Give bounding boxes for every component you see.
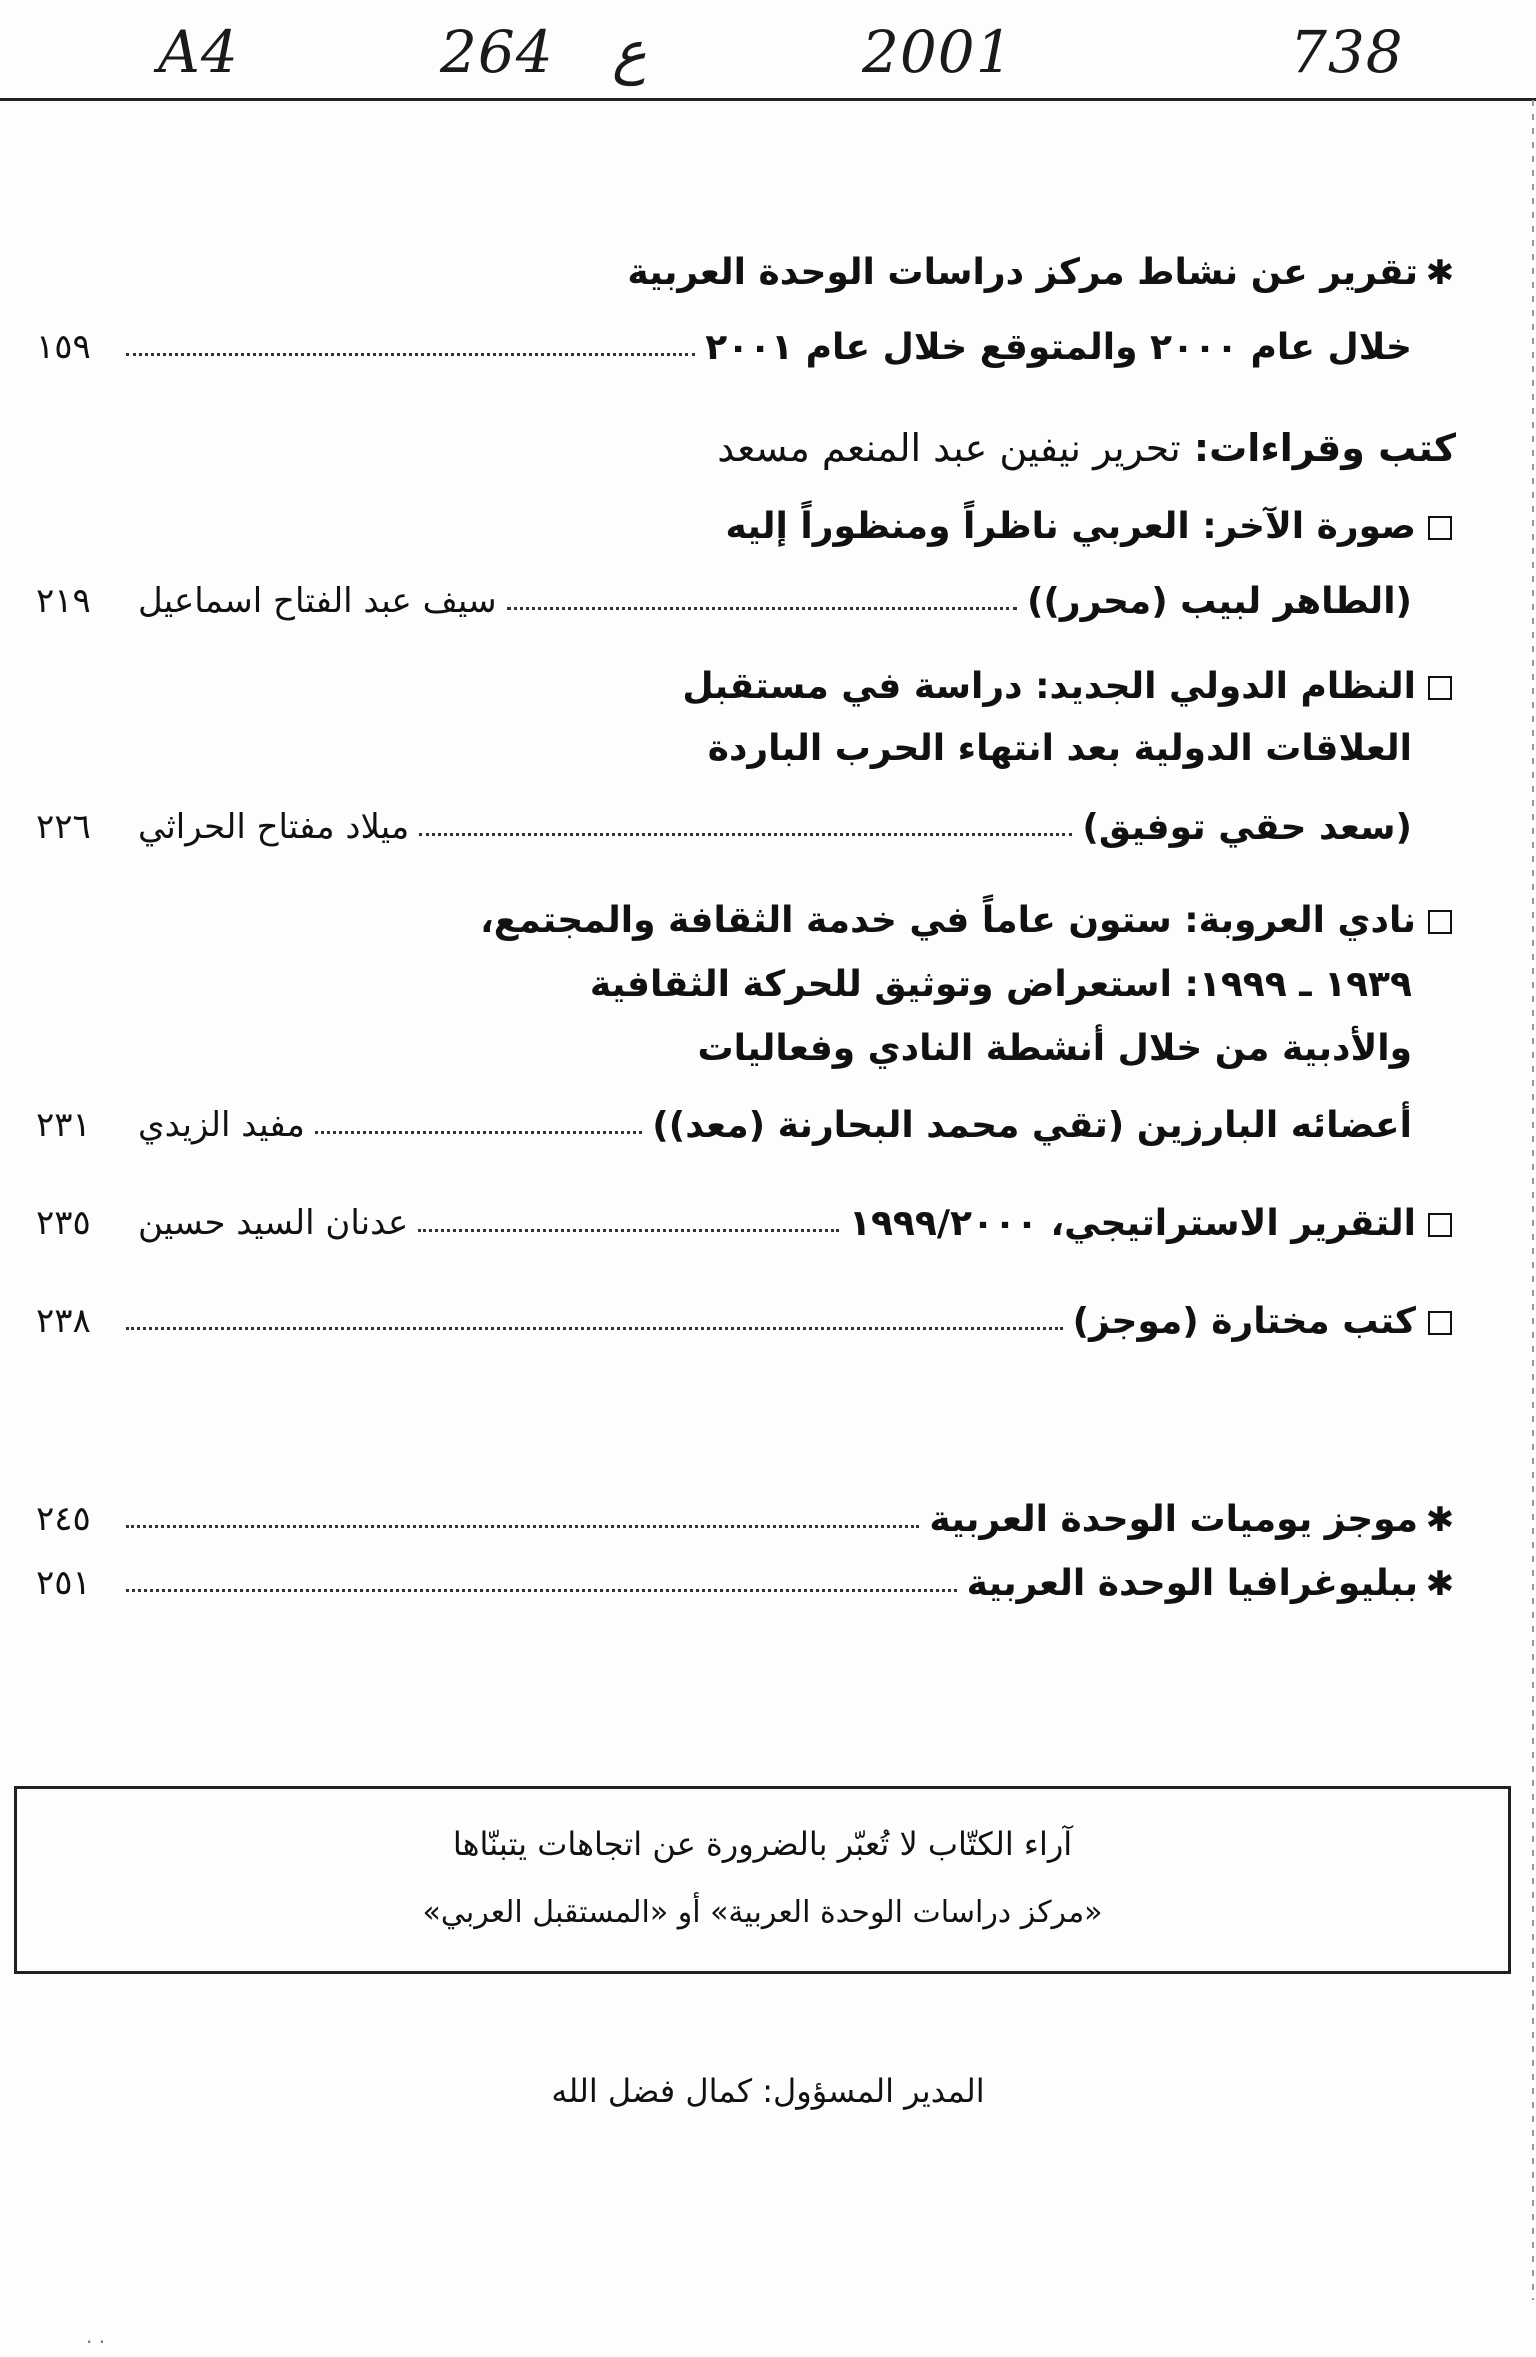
handwritten-page-number: 738 (1290, 18, 1404, 86)
toc-page-number: ١٥٩ (36, 327, 91, 367)
checkbox-square-icon (1428, 910, 1452, 934)
handwritten-letter: ع (612, 18, 647, 86)
scan-speck: · · (86, 2330, 106, 2354)
toc-page-number: ٢٢٦ (36, 807, 91, 847)
toc-page-number: ٢٣١ (36, 1105, 91, 1145)
handwritten-number: 264 (440, 18, 554, 86)
toc-page-number: ٢٤٥ (36, 1499, 91, 1539)
dot-leader (507, 607, 1017, 610)
toc-book1-title-line2: (الطاهر لبيب (محرر)) (1026, 580, 1412, 622)
section-heading-books: كتب وقراءات: تحرير نيفين عبد المنعم مسعد (717, 426, 1456, 470)
dot-leader (419, 833, 1072, 836)
toc-entry-book3 (36, 1094, 1456, 1156)
toc-page-number: ٢٣٥ (36, 1203, 91, 1243)
checkbox-square-icon (1428, 1311, 1452, 1335)
toc-entry-report (36, 316, 1456, 378)
toc-page-number: ٢٣٨ (36, 1301, 91, 1341)
toc-entry-book1 (36, 570, 1456, 632)
toc-book3-title-line2: ١٩٣٩ ـ ١٩٩٩: استعراض وتوثيق للحركة الثقافية (589, 964, 1412, 1005)
toc-page-number: ٢٥١ (36, 1563, 91, 1603)
checkbox-square-icon (1428, 516, 1452, 540)
dot-leader (126, 1525, 919, 1528)
dot-leader (126, 1589, 957, 1592)
toc-book3-title-line1: نادي العروبة: ستون عاماً في خدمة الثقافة والمجتمع، (480, 900, 1456, 941)
toc-book3-title-line4: أعضائه البارزين (تقي محمد البحارنة (معد)) (652, 1104, 1412, 1146)
toc-book3-title-line3: والأدبية من خلال أنشطة النادي وفعاليات (697, 1028, 1412, 1069)
toc-reviewer: سيف عبد الفتاح اسماعيل (138, 581, 497, 621)
toc-book4-title: التقرير الاستراتيجي، ١٩٩٩/٢٠٠٠ (849, 1203, 1456, 1244)
toc-entry-book4 (36, 1192, 1456, 1254)
managing-director: المدير المسؤول: كمال فضل الله (551, 2072, 985, 2110)
dot-leader (418, 1229, 839, 1232)
disclaimer-line1: آراء الكتّاب لا تُعبّر بالضرورة عن اتجاهات يتبنّاها (452, 1825, 1073, 1863)
handwritten-year: 2001 (862, 18, 1014, 86)
checkbox-square-icon (1428, 1213, 1452, 1237)
dot-leader (315, 1131, 642, 1134)
disclaimer-line2: «مركز دراسات الوحدة العربية» أو «المستقبل العربي» (422, 1895, 1103, 1930)
asterisk-icon: ✱ (1425, 1563, 1455, 1604)
toc-page-number: ٢١٩ (36, 581, 91, 621)
toc-entry-diary (36, 1488, 1456, 1550)
toc-report-title-line2: خلال عام ٢٠٠٠ والمتوقع خلال عام ٢٠٠١ (705, 326, 1412, 368)
toc-reviewer: ميلاد مفتاح الحراثي (138, 807, 410, 847)
handwritten-code: A4 (158, 18, 239, 86)
header-rule (0, 98, 1536, 101)
dot-leader (126, 1327, 1063, 1330)
toc-bibliography-title: ✱ببليوغرافيا الوحدة العربية (966, 1562, 1455, 1604)
dot-leader (126, 353, 695, 356)
page-edge (1532, 100, 1534, 2300)
toc-reviewer: مفيد الزيدي (138, 1105, 305, 1145)
disclaimer-box (14, 1786, 1511, 1974)
toc-reviewer: عدنان السيد حسين (138, 1203, 409, 1243)
toc-entry-bibliography (36, 1552, 1456, 1614)
section-editor: تحرير نيفين عبد المنعم مسعد (717, 426, 1181, 470)
toc-entry-book5 (36, 1290, 1456, 1352)
checkbox-square-icon (1428, 676, 1452, 700)
toc-book2-title-line1: النظام الدولي الجديد: دراسة في مستقبل (682, 666, 1456, 707)
toc-report-title-line1: ✱تقرير عن نشاط مركز دراسات الوحدة العربية (627, 252, 1455, 293)
asterisk-icon: ✱ (1425, 253, 1455, 293)
toc-entry-book2 (36, 796, 1456, 858)
toc-book1-title-line1: صورة الآخر: العربي ناظراً ومنظوراً إليه (725, 506, 1456, 547)
toc-book2-title-line3: (سعد حقي توفيق) (1082, 806, 1412, 848)
toc-book5-title: كتب مختارة (موجز) (1073, 1301, 1456, 1342)
toc-book2-title-line2: العلاقات الدولية بعد انتهاء الحرب الباردة (707, 728, 1412, 769)
toc-diary-title: ✱موجز يوميات الوحدة العربية (929, 1498, 1455, 1540)
asterisk-icon: ✱ (1425, 1499, 1455, 1540)
